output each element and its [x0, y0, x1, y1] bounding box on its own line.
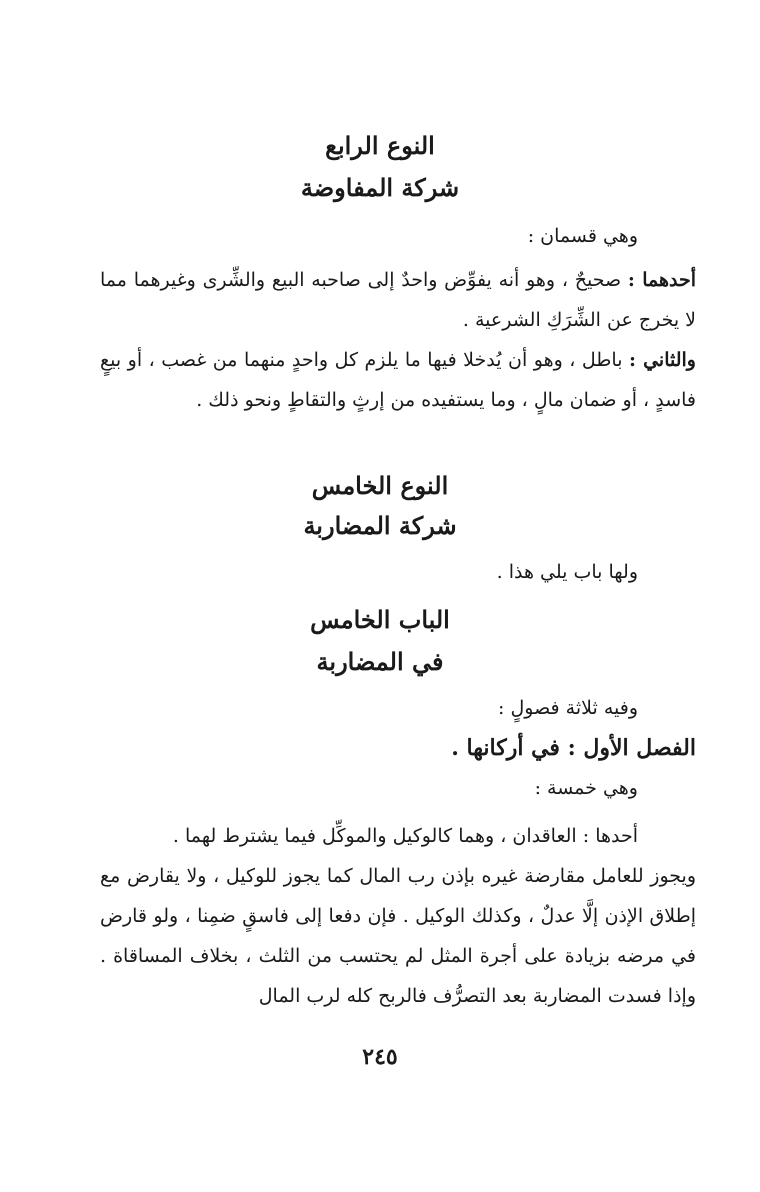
chapter5-first-pillar: أحدها : العاقدان ، وهما كالوكيل والموكِّل فيما يشترط لهما . — [172, 825, 638, 847]
chapter5-heading-type: الباب الخامس — [310, 605, 450, 634]
second-text: باطل ، وهو أن يُدخلا فيها ما يلزم كل واحدٍ منهما من غصب ، أو بيعٍ فاسدٍ ، أو ضمان مالٍ ، وما يستفيده من إرثٍ والتقاطٍ ونحو ذلك . — [100, 349, 696, 411]
section5-note: ولها باب يلي هذا . — [496, 561, 638, 583]
chapter5-intro: وفيه ثلاثة فصولٍ : — [498, 697, 638, 719]
chapter5-count-line: وهي خمسة : — [534, 777, 638, 799]
section5-heading-title: شركة المضاربة — [303, 511, 457, 540]
first-lead: أحدهما : — [627, 269, 697, 291]
chapter5-main-paragraph — [100, 856, 696, 1016]
chapter5-section-title: الفصل الأول : في أركانها . — [451, 735, 696, 761]
section4-first-paragraph — [100, 260, 696, 340]
section4-second-paragraph — [100, 340, 696, 420]
chapter5-body — [100, 688, 696, 1016]
second-lead: والثاني : — [629, 349, 696, 371]
section5-heading-type: النوع الخامس — [311, 471, 449, 500]
first-text: صحيحٌ ، وهو أنه يفوِّض واحدٌ إلى صاحبه البيع والشِّرى وغيرهما مما لا يخرج عن الشِّرَكِ الشرعية . — [100, 269, 696, 331]
section4-intro: وهي قسمان : — [527, 225, 638, 247]
main-paragraph-text: ويجوز للعامل مقارضة غيره بإذن رب المال كما يجوز للوكيل ، ولا يقارض مع إطلاق الإذن إلَّا عدلٌ ، وكذلك الوكيل . فإن دفعا إلى فاسقٍ ضمِنا ، ولو قارض في مرضه بزيادة على أجرة المثل لم يحتسب من الثلث ، بخلاف المساقاة . وإذا فسدت المضاربة بعد التصرُّف فالربح كله لرب المال — [100, 865, 696, 1007]
section5-note-block — [100, 552, 696, 592]
chapter5-heading-title: في المضاربة — [316, 647, 444, 676]
section4-heading-title: شركة المفاوضة — [300, 173, 460, 202]
page-number: ٢٤٥ — [362, 1044, 398, 1070]
section4-body — [100, 216, 696, 420]
section4-heading-type: النوع الرابع — [325, 131, 435, 160]
